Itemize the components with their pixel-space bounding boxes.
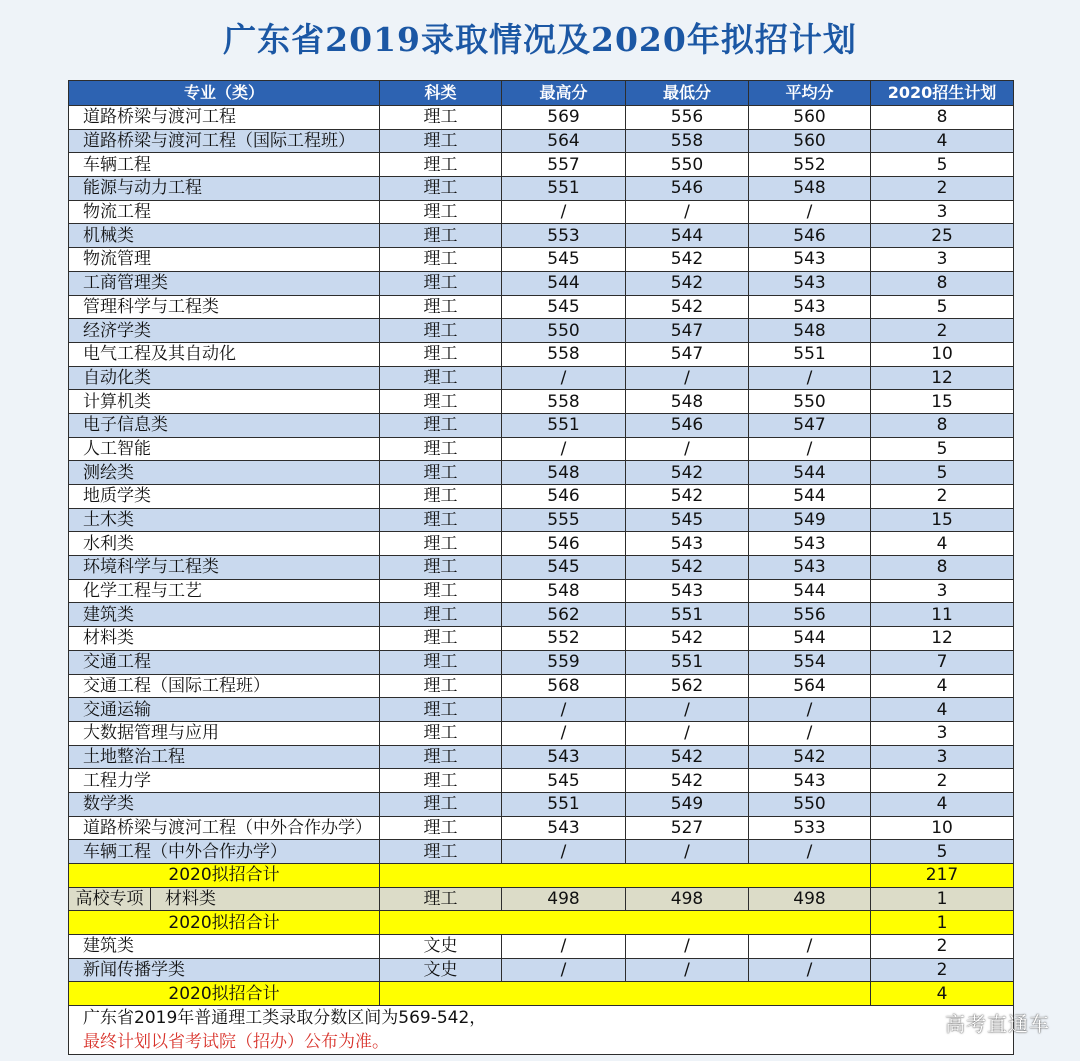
table-row xyxy=(69,200,1014,224)
cell-major: 土木类 xyxy=(69,508,380,532)
cell-major: 工程力学 xyxy=(69,769,380,793)
cell-plan: 5 xyxy=(871,840,1014,864)
table-row xyxy=(69,603,1014,627)
cell-category: 理工 xyxy=(380,224,502,248)
cell-avg: 544 xyxy=(749,461,871,485)
cell-category: 理工 xyxy=(380,200,502,224)
table-end xyxy=(69,982,1014,1055)
cell-min: / xyxy=(626,200,749,224)
cell-max: 543 xyxy=(502,745,626,769)
header-category: 科类 xyxy=(380,81,502,106)
cell-major: 电子信息类 xyxy=(69,413,380,437)
table-row xyxy=(69,532,1014,556)
cell-category: 理工 xyxy=(380,106,502,130)
header-major: 专业（类） xyxy=(69,81,380,106)
cell-plan: 8 xyxy=(871,106,1014,130)
cell-plan: 2 xyxy=(871,177,1014,201)
cell-min: 550 xyxy=(626,153,749,177)
cell-max: 559 xyxy=(502,650,626,674)
cell-avg: 543 xyxy=(749,295,871,319)
cell-plan: 15 xyxy=(871,508,1014,532)
cell-plan: 4 xyxy=(871,698,1014,722)
cell-major: 自动化类 xyxy=(69,366,380,390)
total-label: 2020拟招合计 xyxy=(69,911,380,935)
cell-max: 548 xyxy=(502,461,626,485)
cell-min: / xyxy=(626,958,749,982)
cell-min: 545 xyxy=(626,508,749,532)
cell-min: / xyxy=(626,840,749,864)
cell-major: 能源与动力工程 xyxy=(69,177,380,201)
special-row xyxy=(69,887,1014,911)
cell-avg: 543 xyxy=(749,769,871,793)
special-major: 材料类 xyxy=(151,887,380,911)
cell-category: 理工 xyxy=(380,248,502,272)
cell-min: 527 xyxy=(626,816,749,840)
cell-min: / xyxy=(626,721,749,745)
table-row xyxy=(69,271,1014,295)
table-row xyxy=(69,556,1014,580)
cell-avg: / xyxy=(749,200,871,224)
cell-plan: 5 xyxy=(871,461,1014,485)
table-row xyxy=(69,769,1014,793)
cell-max: 564 xyxy=(502,129,626,153)
cell-avg: 560 xyxy=(749,106,871,130)
cell-min: 542 xyxy=(626,556,749,580)
cell-avg: 550 xyxy=(749,390,871,414)
cell-category: 理工 xyxy=(380,271,502,295)
cell-category: 理工 xyxy=(380,461,502,485)
cell-plan: 15 xyxy=(871,390,1014,414)
cell-major: 测绘类 xyxy=(69,461,380,485)
cell-avg: 556 xyxy=(749,603,871,627)
cell-max: 546 xyxy=(502,485,626,509)
cell-max: 545 xyxy=(502,556,626,580)
cell-avg: / xyxy=(749,935,871,959)
cell-avg: 551 xyxy=(749,342,871,366)
cell-max: 551 xyxy=(502,177,626,201)
cell-major: 建筑类 xyxy=(69,935,380,959)
cell-max: 545 xyxy=(502,769,626,793)
cell-avg: / xyxy=(749,437,871,461)
cell-plan: 7 xyxy=(871,650,1014,674)
cell-min: 558 xyxy=(626,129,749,153)
table-row xyxy=(69,579,1014,603)
cell-avg: 546 xyxy=(749,224,871,248)
cell-plan: 3 xyxy=(871,745,1014,769)
cell-major: 经济学类 xyxy=(69,319,380,343)
cell-plan: 2 xyxy=(871,935,1014,959)
note-row xyxy=(69,1006,1014,1055)
cell-avg: 560 xyxy=(749,129,871,153)
cell-plan: 12 xyxy=(871,366,1014,390)
table-row xyxy=(69,319,1014,343)
cell-category: 理工 xyxy=(380,556,502,580)
watermark: 高考直通车 xyxy=(945,1012,1050,1036)
cell-plan: 4 xyxy=(871,674,1014,698)
cell-min: / xyxy=(626,698,749,722)
cell-major: 环境科学与工程类 xyxy=(69,556,380,580)
cell-category: 理工 xyxy=(380,792,502,816)
cell-avg: 550 xyxy=(749,792,871,816)
cell-category: 理工 xyxy=(380,413,502,437)
table-row xyxy=(69,958,1014,982)
cell-major: 道路桥梁与渡河工程（国际工程班） xyxy=(69,129,380,153)
cell-plan: 8 xyxy=(871,556,1014,580)
cell-min: 562 xyxy=(626,674,749,698)
cell-max: 562 xyxy=(502,603,626,627)
cell-plan: 3 xyxy=(871,200,1014,224)
cell-max: 550 xyxy=(502,319,626,343)
table-footer xyxy=(69,864,1014,935)
cell-min: / xyxy=(626,935,749,959)
cell-min: 542 xyxy=(626,461,749,485)
table-row xyxy=(69,792,1014,816)
cell-plan: 3 xyxy=(871,721,1014,745)
cell-category: 理工 xyxy=(380,840,502,864)
cell-category: 理工 xyxy=(380,153,502,177)
cell-max: 551 xyxy=(502,792,626,816)
table-row xyxy=(69,461,1014,485)
note-line-1: 广东省2019年普通理工类录取分数区间为569-542， xyxy=(83,1008,487,1029)
cell-plan: 5 xyxy=(871,153,1014,177)
special-group: 高校专项 xyxy=(69,887,151,911)
cell-category: 理工 xyxy=(380,342,502,366)
cell-avg: / xyxy=(749,958,871,982)
table-row xyxy=(69,129,1014,153)
cell-min: 543 xyxy=(626,579,749,603)
cell-max: 558 xyxy=(502,390,626,414)
cell-major: 大数据管理与应用 xyxy=(69,721,380,745)
cell-category: 理工 xyxy=(380,650,502,674)
cell-avg: 544 xyxy=(749,579,871,603)
cell-avg: 554 xyxy=(749,650,871,674)
cell-category: 理工 xyxy=(380,485,502,509)
cell-max: 555 xyxy=(502,508,626,532)
cell-min: 544 xyxy=(626,224,749,248)
cell-plan: 10 xyxy=(871,816,1014,840)
table-row xyxy=(69,153,1014,177)
cell-major: 物流工程 xyxy=(69,200,380,224)
cell-major: 新闻传播学类 xyxy=(69,958,380,982)
cell-min: 547 xyxy=(626,319,749,343)
cell-min: 542 xyxy=(626,295,749,319)
cell-major: 水利类 xyxy=(69,532,380,556)
table-row xyxy=(69,650,1014,674)
cell-plan: 11 xyxy=(871,603,1014,627)
total-value: 217 xyxy=(871,864,1014,888)
cell-avg: 544 xyxy=(749,627,871,651)
cell-category: 理工 xyxy=(380,674,502,698)
cell-major: 计算机类 xyxy=(69,390,380,414)
cell-max: 545 xyxy=(502,248,626,272)
cell-plan: 2 xyxy=(871,958,1014,982)
total-row-special xyxy=(69,911,1014,935)
cell-major: 交通工程 xyxy=(69,650,380,674)
cell-category: 理工 xyxy=(380,532,502,556)
cell-major: 电气工程及其自动化 xyxy=(69,342,380,366)
cell-major: 车辆工程（中外合作办学） xyxy=(69,840,380,864)
cell-max: / xyxy=(502,958,626,982)
cell-major: 工商管理类 xyxy=(69,271,380,295)
cell-plan: 2 xyxy=(871,485,1014,509)
cell-min: 542 xyxy=(626,248,749,272)
cell-category: 理工 xyxy=(380,508,502,532)
page-title: 广东省2019录取情况及2020年拟招计划 xyxy=(223,20,857,59)
cell-major: 化学工程与工艺 xyxy=(69,579,380,603)
cell-min: 543 xyxy=(626,532,749,556)
cell-plan: 25 xyxy=(871,224,1014,248)
cell-min: 551 xyxy=(626,603,749,627)
table-row xyxy=(69,248,1014,272)
header-max-score: 最高分 xyxy=(502,81,626,106)
cell-category: 理工 xyxy=(380,579,502,603)
cell-max: 569 xyxy=(502,106,626,130)
arts-table-body xyxy=(69,935,1014,982)
header-min-score: 最低分 xyxy=(626,81,749,106)
table-row xyxy=(69,698,1014,722)
cell-category: 文史 xyxy=(380,958,502,982)
cell-avg: / xyxy=(749,366,871,390)
table-row xyxy=(69,840,1014,864)
cell-avg: 548 xyxy=(749,177,871,201)
cell-max: 551 xyxy=(502,413,626,437)
cell-max: 553 xyxy=(502,224,626,248)
cell-max: 557 xyxy=(502,153,626,177)
cell-max: 546 xyxy=(502,532,626,556)
cell-category: 理工 xyxy=(380,745,502,769)
cell-avg: 549 xyxy=(749,508,871,532)
cell-major: 车辆工程 xyxy=(69,153,380,177)
cell-category: 理工 xyxy=(380,177,502,201)
cell-major: 数学类 xyxy=(69,792,380,816)
cell-min: 546 xyxy=(626,177,749,201)
cell-max: / xyxy=(502,437,626,461)
cell-plan: 2 xyxy=(871,319,1014,343)
table-row xyxy=(69,413,1014,437)
cell-min: 547 xyxy=(626,342,749,366)
cell-major: 道路桥梁与渡河工程 xyxy=(69,106,380,130)
cell-min: 542 xyxy=(626,769,749,793)
cell-major: 地质学类 xyxy=(69,485,380,509)
cell-min: 548 xyxy=(626,390,749,414)
total-value: 1 xyxy=(871,911,1014,935)
cell-max: 545 xyxy=(502,295,626,319)
cell-plan: 4 xyxy=(871,129,1014,153)
table-row xyxy=(69,106,1014,130)
cell-min: / xyxy=(626,366,749,390)
cell-category: 理工 xyxy=(380,627,502,651)
cell-avg: / xyxy=(749,698,871,722)
cell-plan: 4 xyxy=(871,532,1014,556)
cell-max: 548 xyxy=(502,579,626,603)
cell-plan: 10 xyxy=(871,342,1014,366)
cell-category: 理工 xyxy=(380,603,502,627)
cell-avg: 533 xyxy=(749,816,871,840)
note-line-2: 最终计划以省考试院（招办）公布为准。 xyxy=(83,1032,389,1053)
table-row xyxy=(69,224,1014,248)
cell-avg: 542 xyxy=(749,745,871,769)
cell-major: 人工智能 xyxy=(69,437,380,461)
table-row xyxy=(69,935,1014,959)
cell-avg: 543 xyxy=(749,532,871,556)
cell-max: 558 xyxy=(502,342,626,366)
cell-plan: 5 xyxy=(871,295,1014,319)
table-row xyxy=(69,627,1014,651)
cell-min: 551 xyxy=(626,650,749,674)
table-row xyxy=(69,721,1014,745)
special-min: 498 xyxy=(626,887,749,911)
cell-major: 交通运输 xyxy=(69,698,380,722)
cell-max: / xyxy=(502,200,626,224)
cell-category: 理工 xyxy=(380,295,502,319)
table-row xyxy=(69,816,1014,840)
special-plan: 1 xyxy=(871,887,1014,911)
cell-category: 理工 xyxy=(380,769,502,793)
cell-min: 549 xyxy=(626,792,749,816)
cell-avg: / xyxy=(749,721,871,745)
cell-major: 管理科学与工程类 xyxy=(69,295,380,319)
total-row-science xyxy=(69,864,1014,888)
special-max: 498 xyxy=(502,887,626,911)
cell-major: 机械类 xyxy=(69,224,380,248)
cell-avg: 552 xyxy=(749,153,871,177)
cell-max: / xyxy=(502,840,626,864)
cell-major: 道路桥梁与渡河工程（中外合作办学） xyxy=(69,816,380,840)
cell-plan: 3 xyxy=(871,579,1014,603)
cell-max: 568 xyxy=(502,674,626,698)
cell-avg: 543 xyxy=(749,248,871,272)
table-row xyxy=(69,390,1014,414)
table-row xyxy=(69,674,1014,698)
cell-max: / xyxy=(502,721,626,745)
cell-category: 理工 xyxy=(380,437,502,461)
cell-avg: 547 xyxy=(749,413,871,437)
cell-category: 理工 xyxy=(380,390,502,414)
total-label: 2020拟招合计 xyxy=(69,864,380,888)
table-row xyxy=(69,508,1014,532)
cell-major: 物流管理 xyxy=(69,248,380,272)
special-category: 理工 xyxy=(380,887,502,911)
total-label: 2020拟招合计 xyxy=(69,982,380,1006)
cell-avg: 543 xyxy=(749,271,871,295)
cell-max: / xyxy=(502,698,626,722)
cell-major: 土地整治工程 xyxy=(69,745,380,769)
total-value: 4 xyxy=(871,982,1014,1006)
cell-plan: 4 xyxy=(871,792,1014,816)
table-row xyxy=(69,485,1014,509)
cell-avg: 544 xyxy=(749,485,871,509)
cell-plan: 12 xyxy=(871,627,1014,651)
cell-category: 文史 xyxy=(380,935,502,959)
header-avg-score: 平均分 xyxy=(749,81,871,106)
cell-plan: 2 xyxy=(871,769,1014,793)
cell-major: 交通工程（国际工程班） xyxy=(69,674,380,698)
cell-max: 552 xyxy=(502,627,626,651)
cell-category: 理工 xyxy=(380,319,502,343)
cell-major: 材料类 xyxy=(69,627,380,651)
table-row xyxy=(69,745,1014,769)
cell-avg: 543 xyxy=(749,556,871,580)
special-avg: 498 xyxy=(749,887,871,911)
cell-max: / xyxy=(502,366,626,390)
admission-table xyxy=(68,80,1014,1055)
cell-category: 理工 xyxy=(380,129,502,153)
cell-category: 理工 xyxy=(380,816,502,840)
cell-avg: 564 xyxy=(749,674,871,698)
header-plan: 2020招生计划 xyxy=(871,81,1014,106)
cell-min: 546 xyxy=(626,413,749,437)
cell-plan: 3 xyxy=(871,248,1014,272)
note-cell xyxy=(69,1006,1014,1055)
cell-min: 542 xyxy=(626,627,749,651)
cell-min: 556 xyxy=(626,106,749,130)
cell-avg: / xyxy=(749,840,871,864)
cell-min: 542 xyxy=(626,745,749,769)
cell-plan: 8 xyxy=(871,271,1014,295)
table-row xyxy=(69,366,1014,390)
cell-min: 542 xyxy=(626,271,749,295)
table-header-row xyxy=(69,81,1014,106)
cell-category: 理工 xyxy=(380,366,502,390)
total-row-arts xyxy=(69,982,1014,1006)
cell-plan: 8 xyxy=(871,413,1014,437)
cell-major: 建筑类 xyxy=(69,603,380,627)
cell-plan: 5 xyxy=(871,437,1014,461)
table-row xyxy=(69,177,1014,201)
table-row xyxy=(69,437,1014,461)
cell-min: / xyxy=(626,437,749,461)
cell-category: 理工 xyxy=(380,721,502,745)
table-row xyxy=(69,295,1014,319)
cell-category: 理工 xyxy=(380,698,502,722)
cell-max: 544 xyxy=(502,271,626,295)
cell-min: 542 xyxy=(626,485,749,509)
cell-max: / xyxy=(502,935,626,959)
table-body xyxy=(69,106,1014,864)
table-row xyxy=(69,342,1014,366)
cell-max: 543 xyxy=(502,816,626,840)
cell-avg: 548 xyxy=(749,319,871,343)
